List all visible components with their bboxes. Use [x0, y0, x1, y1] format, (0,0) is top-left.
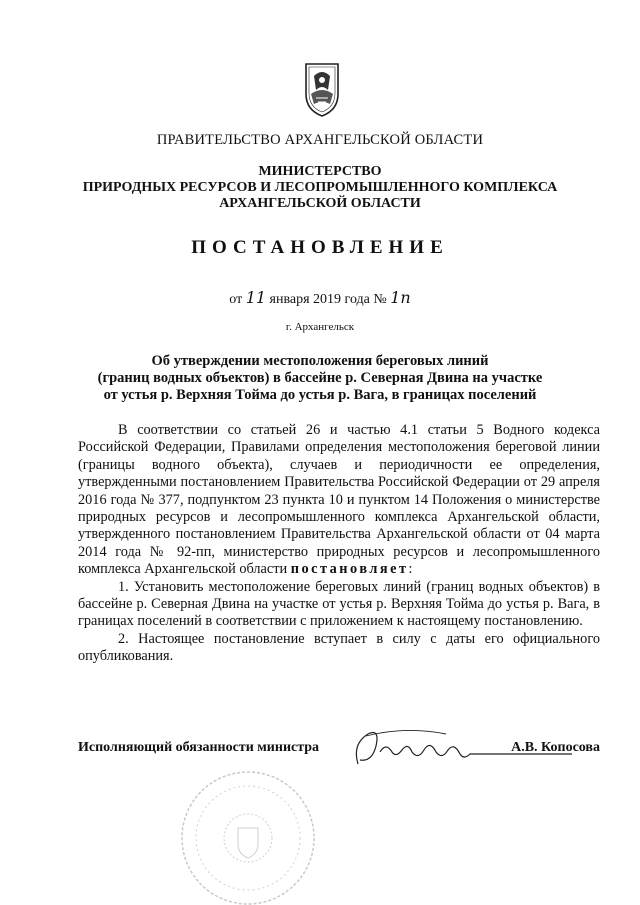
ministry-line-3: АРХАНГЕЛЬСКОЙ ОБЛАСТИ: [219, 196, 421, 211]
coat-of-arms-icon: [302, 60, 342, 118]
signature-block: [78, 740, 600, 770]
subject-line-1: Об утверждении местоположения береговых линий: [151, 353, 489, 369]
preamble-text: В соответствии со статьей 26 и частью 4.1 статьи 5 Водного кодекса Российской Федерации, Правилами определения местоположения береговой линии (границы водного объекта), случаев и периодичности ее определения, утвержденными постановлением Правительства Российской Федерации от 29 апреля 2016 года № 377, подпунктом 23 пункта 10 и пунктом 14 Положения о министерстве природных ресурсов и лесопромышленного комплекса Архангельской области, утвержденного постановлением Правительства Архангельской области от 04 марта 2014 года № 92-пп, министерство природных ресурсов и лесопромышленного комплекса Архангельской области: [78, 422, 600, 578]
subject-line-2: (границ водных объектов) в бассейне р. Северная Двина на участке: [97, 370, 543, 386]
official-seal-icon: [168, 760, 328, 905]
date-text: января 2019 года: [269, 292, 370, 307]
decree-body: [78, 422, 600, 666]
preamble-paragraph: [78, 422, 600, 579]
subject-line-3: от устья р. Верхняя Тойма до устья р. Вага, в границах поселений: [103, 387, 537, 403]
ministry-name: [0, 164, 640, 212]
signatory-position: Исполняющий обязанности министра: [78, 740, 320, 755]
item-1-paragraph: 1. Установить местоположение береговых линий (границ водных объектов) в бассейне р. Северная Двина на участке от устья р. Верхняя Тойма до устья р. Вага, в границах поселений в соответствии с приложением к настоящему постановлению.: [78, 578, 600, 630]
ministry-line-1: МИНИСТЕРСТВО: [258, 164, 382, 179]
date-prefix: от: [229, 292, 243, 307]
decree-subject: [0, 353, 640, 404]
government-name: ПРАВИТЕЛЬСТВО АРХАНГЕЛЬСКОЙ ОБЛАСТИ: [156, 132, 484, 148]
city: г. Архангельск: [285, 321, 355, 333]
decree-title: ПОСТАНОВЛЕНИЕ: [191, 237, 449, 258]
number-sign: №: [373, 292, 387, 307]
signatory-name: А.В. Копосова: [511, 740, 600, 755]
decree-date-line: [0, 288, 640, 308]
resolves-word: постановляет: [290, 561, 409, 578]
resolves-colon: :: [408, 561, 413, 578]
decree-number-handwritten: 1п: [390, 288, 411, 307]
ministry-line-2: ПРИРОДНЫХ РЕСУРСОВ И ЛЕСОПРОМЫШЛЕННОГО КОМПЛЕКСА: [82, 180, 558, 195]
date-day-handwritten: 11: [245, 288, 267, 307]
item-2-paragraph: 2. Настоящее постановление вступает в силу с даты его официального опубликования.: [78, 630, 600, 665]
